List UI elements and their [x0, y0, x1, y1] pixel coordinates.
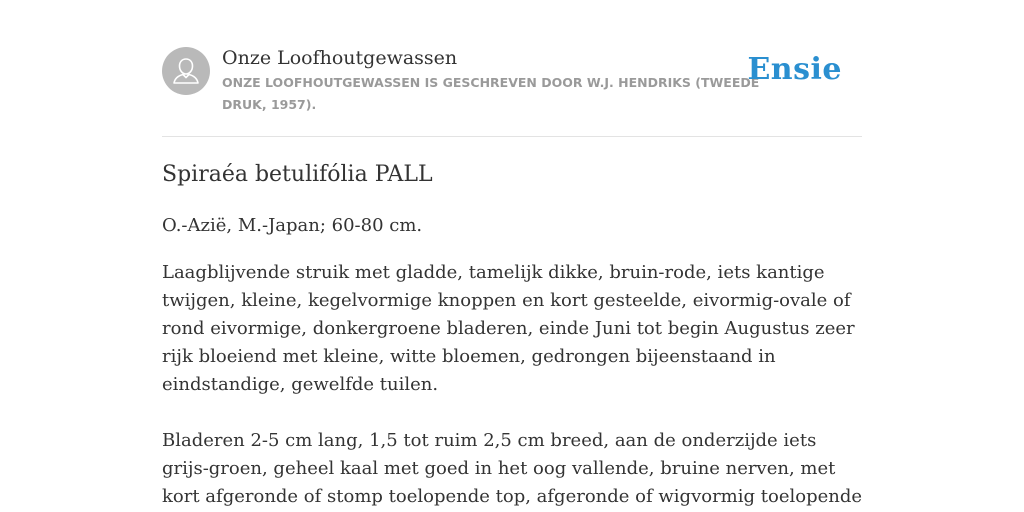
- entry-meta: O.-Azië, M.-Japan; 60-80 cm.: [162, 215, 423, 236]
- source-title[interactable]: Onze Loofhoutgewassen: [222, 47, 458, 69]
- entry-paragraph-1: Laagblijvende struik met gladde, tamelijk dikke, bruin-rode, iets kantige twijgen, kleine, kegelvormige knoppen en kort gesteelde, eivormig-ovale of rond eivormige, donkergroene bladeren, einde Juni tot begin Augustus zeer rijk bloeiend met kleine, witte bloemen, gedrongen bijeenstaand in eindstandige, gewelfde tuilen.: [162, 262, 855, 395]
- ensie-logo[interactable]: Ensie: [747, 52, 842, 87]
- user-outline-icon[interactable]: [162, 47, 210, 95]
- source-description: ONZE LOOFHOUTGEWASSEN IS GESCHREVEN DOOR W.J. HENDRIKS (TWEEDE DRUK, 1957).: [222, 75, 760, 112]
- entry-title: Spiraéa betulifólia PALL: [162, 162, 433, 187]
- entry-paragraph-2: Bladeren 2-5 cm lang, 1,5 tot ruim 2,5 cm breed, aan de onderzijde iets grijs-groen, geheel kaal met goed in het oog vallende, bruine nerven, met kort afgeronde of stomp toelopende top, afgeronde of wigvormig toelopende: [162, 430, 863, 507]
- entry-content: [162, 158, 862, 511]
- source-header: [162, 46, 862, 137]
